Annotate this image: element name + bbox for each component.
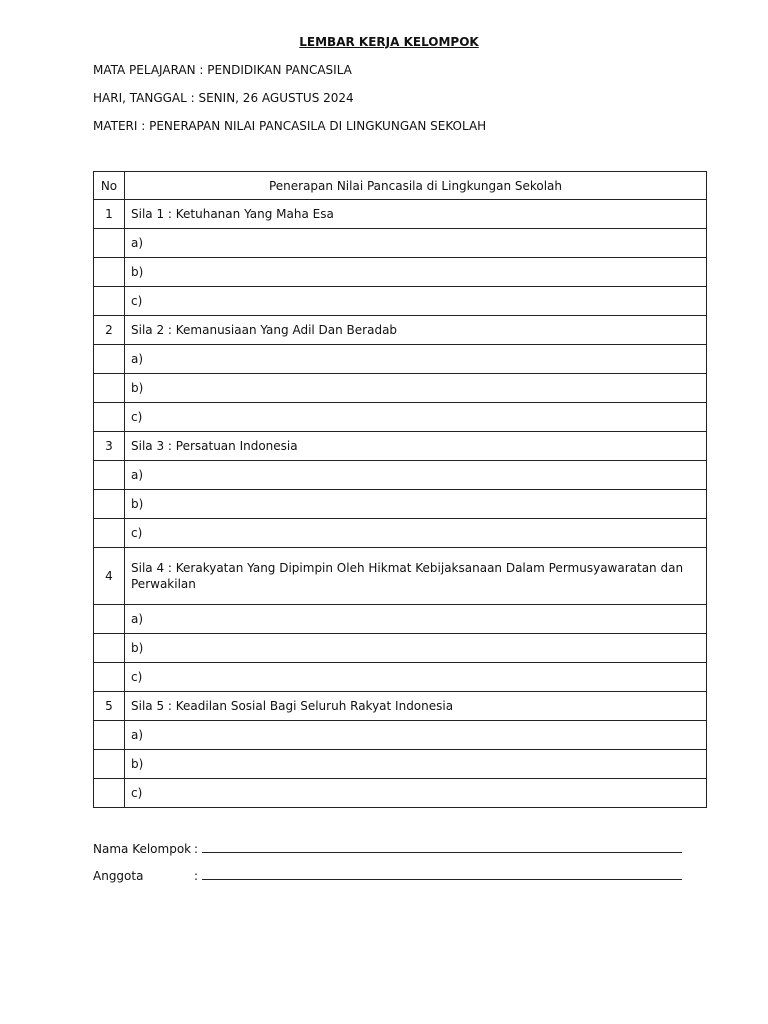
answer-cell[interactable]: b) xyxy=(125,490,707,519)
table-row-answer xyxy=(94,721,707,750)
table-row-answer xyxy=(94,634,707,663)
column-header-description: Penerapan Nilai Pancasila di Lingkungan Sekolah xyxy=(125,172,707,200)
table-row-sila xyxy=(94,692,707,721)
answer-cell[interactable]: c) xyxy=(125,779,707,808)
row-number-cell xyxy=(94,258,125,287)
row-number-cell xyxy=(94,519,125,548)
table-row-answer xyxy=(94,490,707,519)
sila-title-cell: Sila 2 : Kemanusiaan Yang Adil Dan Beradab xyxy=(125,316,707,345)
answer-cell[interactable]: b) xyxy=(125,750,707,779)
table-row-answer xyxy=(94,605,707,634)
table-row-answer xyxy=(94,779,707,808)
sila-title-cell: Sila 4 : Kerakyatan Yang Dipimpin Oleh Hikmat Kebijaksanaan Dalam Permusyawaratan dan Perwakilan xyxy=(125,548,707,605)
table-row-sila xyxy=(94,432,707,461)
group-name-blank-line[interactable] xyxy=(202,840,682,853)
row-number-cell xyxy=(94,374,125,403)
row-number-cell: 1 xyxy=(94,200,125,229)
members-blank-line[interactable] xyxy=(202,867,682,880)
row-number-cell xyxy=(94,345,125,374)
row-number-cell xyxy=(94,634,125,663)
members-colon: : xyxy=(194,869,199,883)
answer-cell[interactable]: a) xyxy=(125,345,707,374)
table-row-answer xyxy=(94,287,707,316)
members-label: Anggota xyxy=(93,869,144,883)
answer-cell[interactable]: a) xyxy=(125,721,707,750)
row-number-cell xyxy=(94,287,125,316)
table-row-answer xyxy=(94,461,707,490)
row-number-cell xyxy=(94,779,125,808)
column-header-no: No xyxy=(94,172,125,200)
answer-cell[interactable]: a) xyxy=(125,461,707,490)
table-row-answer xyxy=(94,229,707,258)
row-number-cell xyxy=(94,403,125,432)
answer-cell[interactable]: c) xyxy=(125,519,707,548)
row-number-cell xyxy=(94,605,125,634)
row-number-cell xyxy=(94,490,125,519)
table-row-answer xyxy=(94,519,707,548)
row-number-cell xyxy=(94,461,125,490)
table-row-answer xyxy=(94,750,707,779)
answer-cell[interactable]: c) xyxy=(125,663,707,692)
answer-cell[interactable]: a) xyxy=(125,229,707,258)
sila-title-cell: Sila 5 : Keadilan Sosial Bagi Seluruh Rakyat Indonesia xyxy=(125,692,707,721)
answer-cell[interactable]: b) xyxy=(125,374,707,403)
answer-cell[interactable]: a) xyxy=(125,605,707,634)
table-row-sila xyxy=(94,316,707,345)
sila-title-cell: Sila 3 : Persatuan Indonesia xyxy=(125,432,707,461)
group-name-field[interactable] xyxy=(93,840,682,856)
sila-title-cell: Sila 1 : Ketuhanan Yang Maha Esa xyxy=(125,200,707,229)
table-row-answer xyxy=(94,345,707,374)
table-row-answer xyxy=(94,403,707,432)
table-row-answer xyxy=(94,258,707,287)
group-name-colon: : xyxy=(194,842,199,856)
answer-cell[interactable]: b) xyxy=(125,258,707,287)
row-number-cell: 3 xyxy=(94,432,125,461)
table-row-answer xyxy=(94,663,707,692)
table-body xyxy=(94,200,707,808)
answer-cell[interactable]: c) xyxy=(125,403,707,432)
row-number-cell: 2 xyxy=(94,316,125,345)
date-line: HARI, TANGGAL : SENIN, 26 AGUSTUS 2024 xyxy=(93,91,354,105)
worksheet-table xyxy=(93,171,707,808)
topic-line: MATERI : PENERAPAN NILAI PANCASILA DI LINGKUNGAN SEKOLAH xyxy=(93,119,487,133)
table-row-sila xyxy=(94,548,707,605)
members-field[interactable] xyxy=(93,867,682,883)
group-name-label: Nama Kelompok xyxy=(93,842,192,856)
answer-cell[interactable]: c) xyxy=(125,287,707,316)
answer-cell[interactable]: b) xyxy=(125,634,707,663)
row-number-cell xyxy=(94,721,125,750)
table-row-answer xyxy=(94,374,707,403)
row-number-cell xyxy=(94,229,125,258)
table-row-sila xyxy=(94,200,707,229)
page-title: LEMBAR KERJA KELOMPOK xyxy=(299,35,479,49)
subject-line: MATA PELAJARAN : PENDIDIKAN PANCASILA xyxy=(93,63,352,77)
row-number-cell xyxy=(94,663,125,692)
row-number-cell xyxy=(94,750,125,779)
row-number-cell: 4 xyxy=(94,548,125,605)
row-number-cell: 5 xyxy=(94,692,125,721)
